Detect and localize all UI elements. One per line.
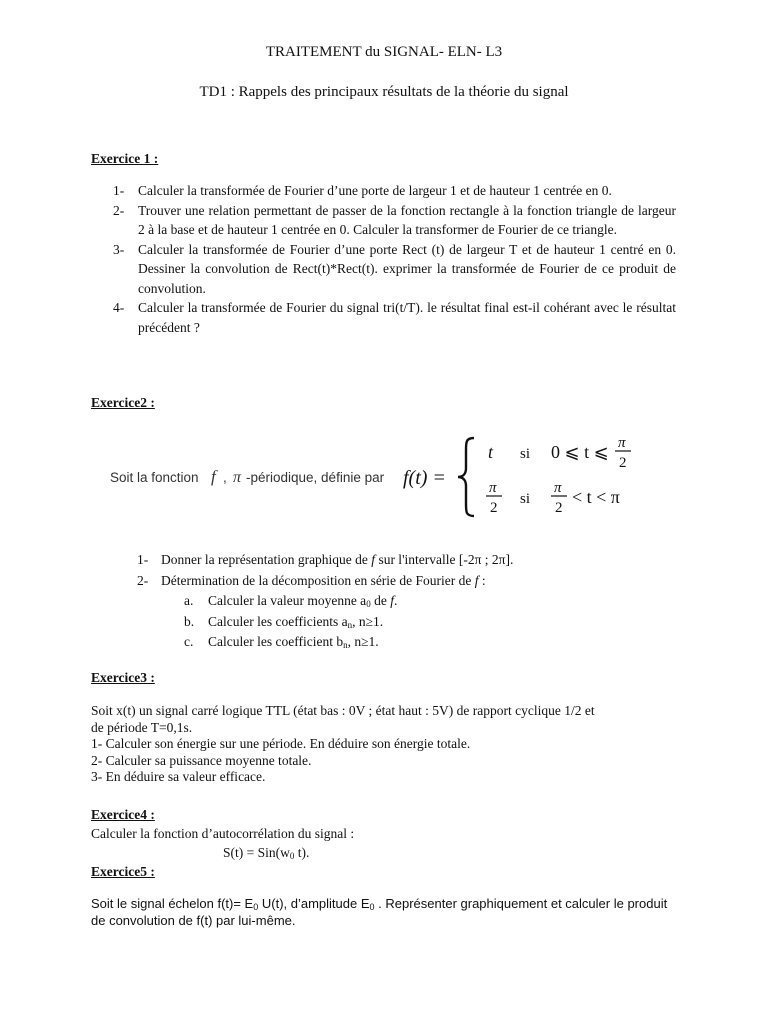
exercise-5-text: [91, 896, 681, 929]
exercise-1-list: [113, 181, 676, 337]
list-item: 1- Donner la représentation graphique de f sur l'intervalle [-2π ; 2π].: [137, 550, 657, 571]
list-item: [113, 201, 676, 240]
sub-item: b. Calculer les coefficients $a_n$, n≥1.: [137, 612, 657, 633]
list-item: [113, 240, 676, 299]
case2-frac-num-b: π: [554, 480, 562, 496]
left-brace-shape: [458, 438, 474, 516]
item-number: 1-: [137, 552, 149, 567]
formula-mid: -périodique, définie par: [246, 470, 385, 485]
formula-f: f: [211, 467, 216, 486]
item-text: Trouver une relation permettant de passer de la fonction rectangle à la fonction triangle de largeur 2 à la base et de hauteur 1 centrée en 0. Calculer la transformer de Fourier de ce triangle.: [138, 202, 676, 237]
item-letter: a.: [184, 593, 194, 608]
text-line: 3- En déduire sa valeur efficace.: [91, 769, 266, 784]
exercise-2-list: [137, 550, 657, 653]
text-line: 1- Calculer son énergie sur une période. En déduire son énergie totale.: [91, 736, 471, 751]
formula-pi: π: [233, 469, 242, 486]
case2-frac-num: π: [489, 480, 497, 496]
formula-intro: Soit la fonction: [110, 470, 199, 485]
document-title: TRAITEMENT du SIGNAL- ELN- L3: [265, 44, 503, 60]
formula-lhs: f(t) =: [403, 467, 446, 489]
exercise-3-text: [91, 703, 681, 786]
case1-si: si: [520, 446, 531, 462]
item-number: 2-: [113, 202, 125, 218]
text-line: Soit x(t) un signal carré logique TTL (état bas : 0V ; état haut : 5V) de rapport cyclique 1/2 et: [91, 703, 595, 718]
exercise-2-heading: Exercice2 :: [91, 395, 155, 410]
document-subtitle: TD1 : Rappels des principaux résultats de la théorie du signal: [199, 84, 569, 100]
exercise-4-heading: Exercice4 :: [91, 807, 155, 822]
case1-condition: 0 ⩽ t ⩽: [551, 442, 609, 462]
list-item: [113, 181, 676, 201]
item-number: 3-: [113, 241, 125, 257]
list-item: [113, 298, 676, 337]
text-line: Soit le signal échelon $f(t)= E_0$ U(t), d’amplitude $E_0$ . Représenter graphiquement et calculer le produit: [91, 896, 668, 912]
formula-comma: ,: [223, 470, 227, 485]
item-number: 4-: [113, 300, 125, 315]
case2-si: si: [520, 491, 531, 507]
item-number: 2-: [137, 572, 149, 588]
exercise-3-heading: Exercice3 :: [91, 670, 155, 685]
sub-item: a. Calculer la valeur moyenne $a_0$ de f.: [137, 591, 657, 612]
case2-frac-den-b: 2: [555, 500, 563, 516]
sub-item: c. Calculer les coefficient $b_n$, n≥1.: [137, 632, 657, 653]
case1-frac-num: π: [618, 435, 626, 451]
piecewise-formula-image: [110, 432, 650, 522]
item-letter: c.: [184, 634, 194, 649]
item-letter: b.: [184, 613, 195, 629]
item-text: Calculer la transformée de Fourier d’une porte Rect (t) de largeur T et de hauteur 1 centré en 0. Dessiner la convolution de Rect(t)*Rect(t). exprimer la transformée de Fourier de ce produit de convolution.: [138, 241, 676, 296]
item-text: Calculer la transformée de Fourier d’une porte de largeur 1 et de hauteur 1 centrée en 0.: [138, 183, 612, 198]
exercise-5-heading: Exercice5 :: [91, 864, 155, 879]
text-line: 2- Calculer sa puissance moyenne totale.: [91, 752, 312, 768]
list-item: 2- Détermination de la décomposition en série de Fourier de f :: [137, 571, 657, 592]
text-line: de convolution de f(t) par lui-même.: [91, 912, 296, 928]
case1-frac-den: 2: [619, 455, 627, 471]
item-number: 1-: [113, 183, 125, 198]
case2-frac-den: 2: [490, 500, 498, 516]
case1-value: t: [488, 442, 494, 462]
exercise-4-equation: $S(t) = Sin(w_0$ t).: [223, 845, 310, 861]
text-line: de période T=0,1s.: [91, 719, 193, 735]
item-text: Calculer la transformée de Fourier du signal tri(t/T). le résultat final est-il cohérant avec le résultat précédent ?: [138, 300, 676, 335]
exercise-4-text: Calculer la fonction d’autocorrélation du signal :: [91, 826, 355, 841]
exercise-1-heading: Exercice 1 :: [91, 151, 159, 166]
case2-condition: < t < π: [572, 487, 620, 507]
